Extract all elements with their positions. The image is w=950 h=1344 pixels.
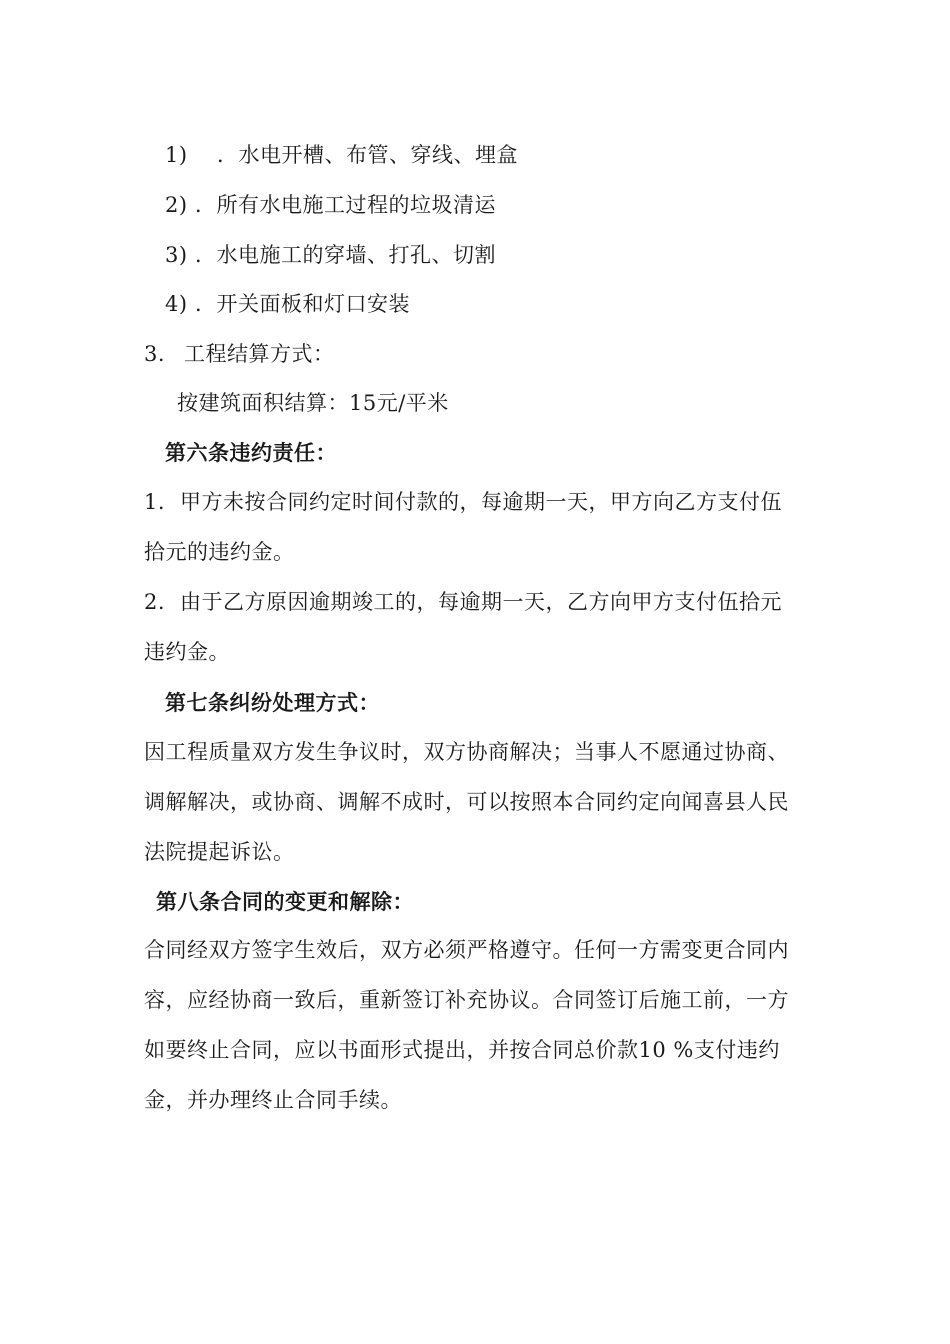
list-item xyxy=(165,241,496,269)
settlement-heading-text: 工程结算方式： xyxy=(184,342,335,366)
article7-line3: 法院提起诉讼。 xyxy=(144,840,295,864)
list-item-number: 4) xyxy=(165,292,188,316)
article8-line1: 合同经双方签字生效后，双方必须严格遵守。任何一方需变更合同内 xyxy=(144,938,789,962)
article6-item1-text: 甲方未按合同约定时间付款的，每逾期一天，甲方向乙方支付伍 xyxy=(180,490,782,514)
settlement-detail: 按建筑面积结算：15元/平米 xyxy=(177,391,449,415)
article7-line1: 因工程质量双方发生争议时，双方协商解决；当事人不愿通过协商、 xyxy=(144,740,789,764)
article8-line2: 容，应经协商一致后，重新签订补充协议。合同签订后施工前，一方 xyxy=(144,988,789,1012)
article6-item2-number: 2. xyxy=(144,590,166,614)
article6-item1-line2: 拾元的违约金。 xyxy=(144,540,295,564)
list-item-text: ．开关面板和灯口安装 xyxy=(195,292,410,316)
article7-heading: 第七条纠纷处理方式： xyxy=(165,691,380,715)
settlement-number: 3. xyxy=(144,342,166,366)
article8-line3: 如要终止合同，应以书面形式提出，并按合同总价款10 %支付违约 xyxy=(144,1038,780,1062)
article6-item1-number: 1. xyxy=(144,490,166,514)
article6-item2-line1 xyxy=(144,588,782,616)
list-item-number: 3) xyxy=(165,243,188,267)
list-item xyxy=(165,141,518,169)
article6-item2-line2: 违约金。 xyxy=(144,640,230,664)
article8-heading: 第八条合同的变更和解除： xyxy=(156,890,414,914)
list-item xyxy=(165,191,496,219)
list-item xyxy=(165,290,410,318)
article6-item2-text: 由于乙方原因逾期竣工的，每逾期一天，乙方向甲方支付伍拾元 xyxy=(180,590,782,614)
article6-item1-line1 xyxy=(144,488,782,516)
article8-line4: 金，并办理终止合同手续。 xyxy=(144,1088,402,1112)
list-item-number: 1) xyxy=(165,143,188,167)
list-item-text: ．水电开槽、布管、穿线、埋盒 xyxy=(217,143,518,167)
article6-heading: 第六条违约责任： xyxy=(165,441,337,465)
list-item-number: 2) xyxy=(165,193,188,217)
settlement-heading xyxy=(144,340,335,368)
list-item-text: ．水电施工的穿墙、打孔、切割 xyxy=(195,243,496,267)
list-item-text: ．所有水电施工过程的垃圾清运 xyxy=(195,193,496,217)
article7-line2: 调解解决，或协商、调解不成时，可以按照本合同约定向闻喜县人民 xyxy=(144,790,789,814)
